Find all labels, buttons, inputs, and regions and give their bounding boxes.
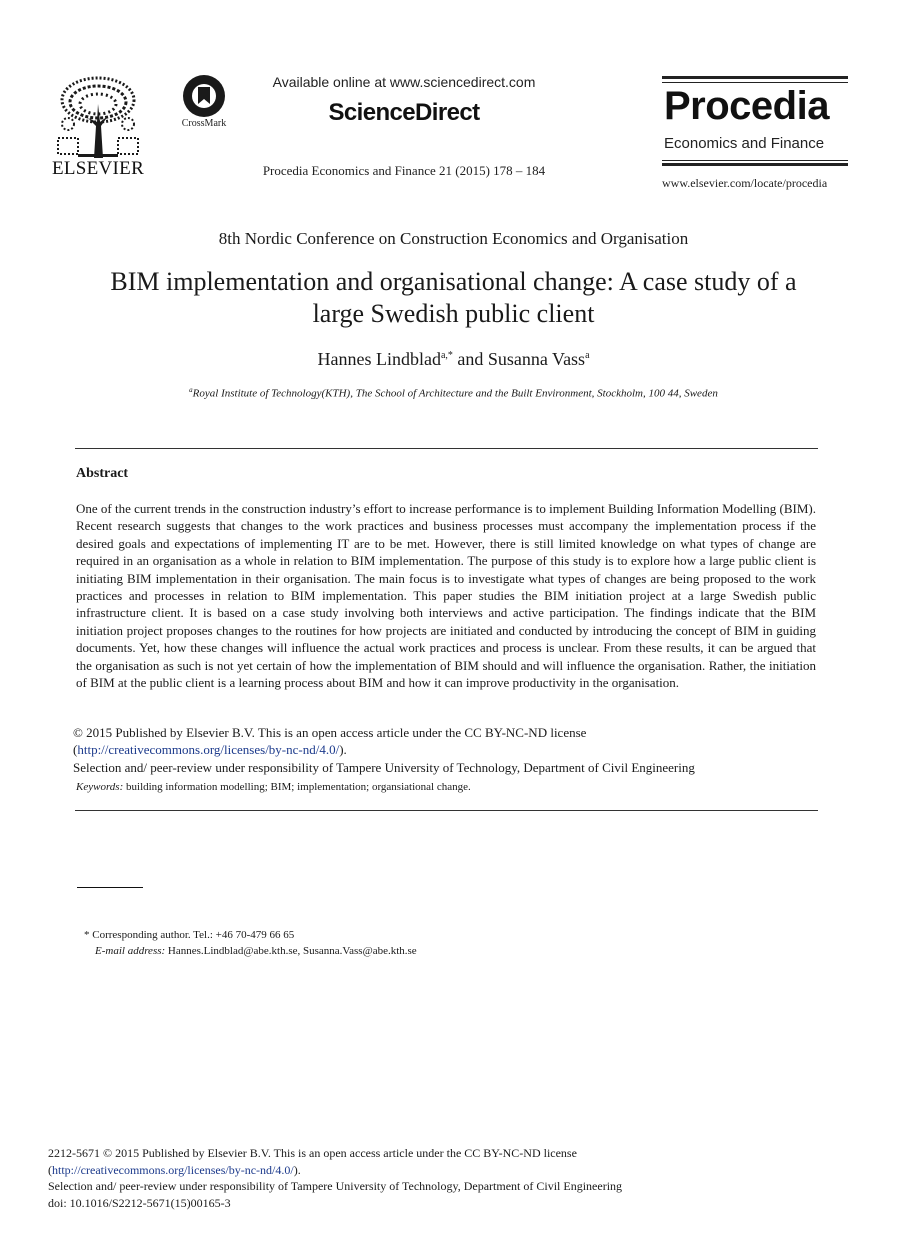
crossmark-badge[interactable] (172, 74, 236, 134)
paren-open: ( (48, 1162, 52, 1177)
page-footer (48, 1145, 828, 1211)
affiliation-marker: a (189, 386, 193, 394)
procedia-name: Procedia (664, 84, 829, 128)
license-link[interactable]: http://creativecommons.org/licenses/by-nc-nd/4.0/ (77, 742, 340, 758)
keywords-label: Keywords: (76, 781, 124, 793)
corresponding-author: * Corresponding author. Tel.: +46 70-479 66 65 (84, 929, 295, 941)
footer-doi[interactable]: doi: 10.1016/S2212-5671(15)00165-3 (48, 1195, 231, 1210)
author-conjunction: and (452, 349, 488, 369)
paper-title (60, 266, 847, 330)
footer-link-line (48, 1162, 828, 1179)
keywords (76, 781, 816, 793)
footer-peer-review: Selection and/ peer-review under responsibility of Tampere University of Technology, Department of Civil Engineering (48, 1179, 623, 1194)
license-statement: © 2015 Published by Elsevier B.V. This is an open access article under the CC BY-NC-ND license (73, 725, 587, 740)
procedia-top-rule-thin (662, 82, 848, 83)
paper-title-line-1: BIM implementation and organisational change: A case study of a (110, 267, 797, 296)
author-list (0, 349, 907, 370)
crossmark-icon (172, 74, 236, 118)
procedia-mid-rule (662, 163, 848, 166)
paren-open: ( (73, 742, 78, 758)
procedia-top-rule (662, 76, 848, 79)
author-superscript: a (585, 350, 590, 361)
elsevier-wordmark: ELSEVIER (51, 158, 145, 179)
author-name: Hannes Lindblad (317, 349, 441, 369)
available-online-text: Available online at www.sciencedirect.com (272, 74, 536, 90)
paren-close: ). (339, 742, 347, 758)
procedia-mid-rule-thin (662, 160, 848, 161)
paper-title-line-2: large Swedish public client (312, 299, 595, 328)
license-block (73, 724, 833, 776)
abstract-bottom-divider (75, 810, 818, 811)
journal-reference: Procedia Economics and Finance 21 (2015) 178 – 184 (262, 163, 546, 178)
procedia-url[interactable]: www.elsevier.com/locate/procedia (662, 176, 828, 190)
abstract-top-divider (75, 448, 818, 449)
abstract-body: One of the current trends in the construction industry’s effort to increase performance is to implement Building Information Modelling (BIM). Recent research suggests that changes to the work practices and business processes must accompany the implementation process if the desired goals and expectations of implementing IT are to be met. However, there is still limited knowledge on what types of change are required in an organisation as a whole in relation to BIM implementation. The purpose of this study is to explore how a large public client is initiating BIM implementation in their organisation. The main focus is to investigate what types of changes are being proposed to the work practices and processes in relation to BIM implementation. This paper studies the BIM initiation project at a large Swedish public infrastructure client. It is based on a case study involving both interviews and active participation. The findings indicate that the BIM initiation project proposes changes to the routines for how projects are initiated and conducted by introducing the concept of BIM in guiding documents. Yet, how these changes will influence the actual work practices and process is unclear. From these results, it can be argued that the organisation as such is not yet certain of how the implementation of BIM should and will influence the organisation. Rather, the initiation of BIM at the public client is a learning process about BIM and how it can improve productivity in the organisation. (76, 501, 816, 691)
email-footnote (95, 945, 417, 957)
keywords-list: building information modelling; BIM; implementation; organsiational change. (123, 781, 471, 793)
abstract-heading: Abstract (76, 466, 129, 481)
elsevier-tree-icon (48, 74, 148, 158)
footnote-rule (77, 887, 143, 888)
sciencedirect-logo: ScienceDirect (328, 99, 480, 126)
crossmark-label: CrossMark (181, 118, 227, 129)
author-superscript: a,* (440, 350, 453, 361)
author-name: Susanna Vass (487, 349, 586, 369)
conference-name: 8th Nordic Conference on Construction Economics and Organisation (218, 229, 689, 248)
elsevier-logo (48, 74, 148, 179)
affiliation (0, 386, 907, 400)
email-label: E-mail address: (95, 945, 166, 957)
footer-license-link[interactable]: http://creativecommons.org/licenses/by-nc-nd/4.0/ (52, 1162, 294, 1177)
peer-review-statement: Selection and/ peer-review under responsibility of Tampere University of Technology, Department of Civil Engineering (73, 759, 695, 775)
paren-close: ). (293, 1162, 301, 1177)
license-link-line (73, 741, 833, 758)
affiliation-text: Royal Institute of Technology(KTH), The School of Architecture and the Built Environment, Stockholm, 100 44, Sweden (192, 387, 718, 400)
procedia-subtitle: Economics and Finance (664, 135, 825, 152)
procedia-logo (660, 74, 850, 194)
email-addresses[interactable]: Hannes.Lindblad@abe.kth.se, Susanna.Vass@abe.kth.se (165, 945, 417, 957)
footer-copyright: 2212-5671 © 2015 Published by Elsevier B.V. This is an open access article under the CC BY-NC-ND license (48, 1146, 577, 1160)
